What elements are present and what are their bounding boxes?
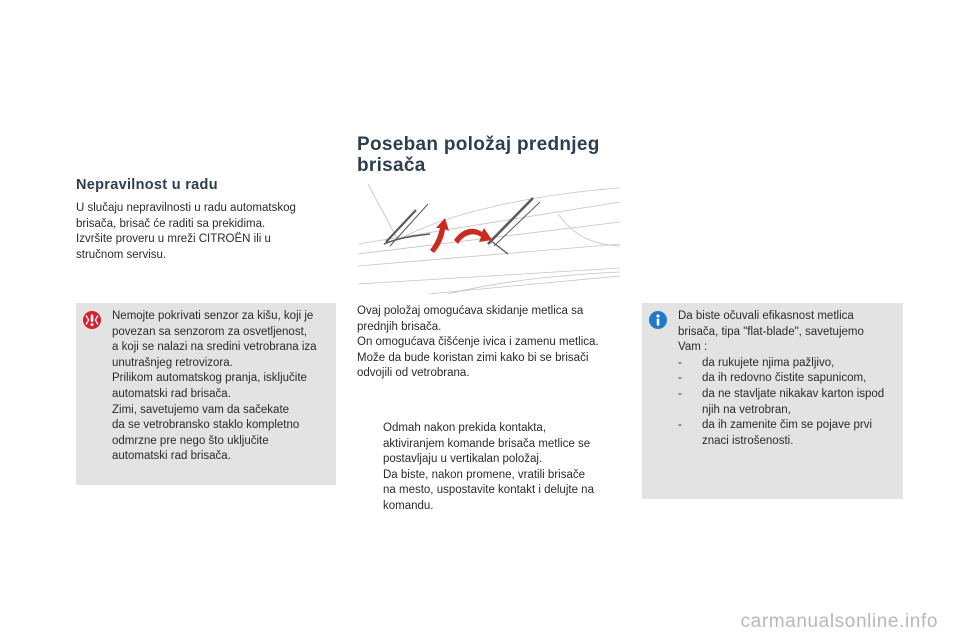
text-line: znaci istrošenosti.: [702, 434, 794, 447]
text-line: brisača, tipa "flat-blade", savetujemo: [678, 325, 864, 338]
dash-bullet: -: [678, 387, 682, 400]
text-line: da ih zamenite čim se pojave prvi: [702, 419, 873, 432]
wiper-illustration: [358, 184, 620, 294]
list-item: [678, 418, 884, 449]
text-line: na mesto, uspostavite kontakt i delujte na: [383, 484, 594, 497]
text-line: brisača, brisač će raditi sa prekidima.: [76, 217, 266, 230]
text-line: Zimi, savetujemo vam da sačekate: [112, 403, 290, 416]
list-item: [361, 421, 594, 468]
info-box: [642, 303, 903, 499]
special-position-paragraph: [357, 304, 599, 382]
text-line: On omogućava čišćenje ivica i zamenu metlica.: [357, 336, 599, 349]
info-text: [678, 309, 884, 449]
section-title-malfunction: Nepravilnost u radu: [76, 177, 218, 193]
text-line: Da biste očuvali efikasnost metlica: [678, 310, 854, 322]
watermark: carmanualsonline.info: [740, 611, 938, 632]
text-line: Ovaj položaj omogućava skidanje metlica sa: [357, 305, 584, 317]
title-line: Poseban položaj prednjeg: [357, 134, 600, 155]
text-line: njih na vetrobran,: [702, 403, 791, 416]
text-line: Da biste, nakon promene, vratili brisače: [383, 468, 585, 481]
steps-list: [361, 421, 594, 515]
dash-bullet: -: [678, 356, 682, 369]
step-bullet-icon: [361, 421, 383, 468]
warning-text: [112, 309, 317, 465]
text-line: postavljaju u vertikalan položaj.: [383, 453, 543, 466]
text-line: Odmah nakon prekida kontakta,: [383, 422, 547, 434]
malfunction-paragraph: [76, 201, 296, 263]
text-line: Može da bude koristan zimi kako bi se brisači: [357, 351, 589, 364]
text-line: prednjih brisača.: [357, 320, 442, 333]
text-line: stručnom servisu.: [76, 248, 167, 261]
text-line: Vam :: [678, 341, 708, 354]
text-line: Nemojte pokrivati senzor za kišu, koji je: [112, 310, 314, 322]
list-item: [678, 371, 884, 387]
text-line: da ih redovno čistite sapunicom,: [702, 372, 867, 385]
text-line: aktiviranjem komande brisača metlice se: [383, 437, 591, 450]
info-icon: [649, 311, 667, 329]
text-line: da rukujete njima pažljivo,: [702, 356, 835, 369]
step-bullet-icon: [361, 468, 383, 515]
text-line: da se vetrobransko staklo kompletno: [112, 419, 300, 432]
dash-bullet: -: [678, 419, 682, 432]
warning-box: [76, 303, 336, 485]
title-line: brisača: [357, 155, 426, 176]
text-line: Izvršite proveru u mreži CITROËN ili u: [76, 233, 271, 246]
text-line: Prilikom automatskog pranja, isključite: [112, 372, 307, 385]
text-line: odmrzne pre nego što uključite: [112, 434, 269, 447]
list-item: [678, 356, 884, 372]
list-item: [678, 387, 884, 418]
text-line: komandu.: [383, 499, 434, 512]
section-title-special-position: [357, 134, 600, 176]
text-line: da ne stavljate nikakav karton ispod: [702, 387, 885, 400]
arrow-up-icon: [430, 218, 449, 253]
dash-bullet: -: [678, 372, 682, 385]
text-line: a koji se nalazi na sredini vetrobrana iza: [112, 341, 317, 354]
text-line: povezan sa senzorom za osvetljenost,: [112, 325, 307, 338]
text-line: automatski rad brisača.: [112, 387, 231, 400]
text-line: automatski rad brisača.: [112, 450, 231, 463]
list-item: [361, 468, 594, 515]
text-line: odvojili od vetrobrana.: [357, 367, 470, 380]
text-line: unutrašnjeg retrovizora.: [112, 356, 233, 369]
exclamation-icon: [83, 311, 101, 329]
text-line: U slučaju nepravilnosti u radu automatskog: [76, 202, 296, 214]
